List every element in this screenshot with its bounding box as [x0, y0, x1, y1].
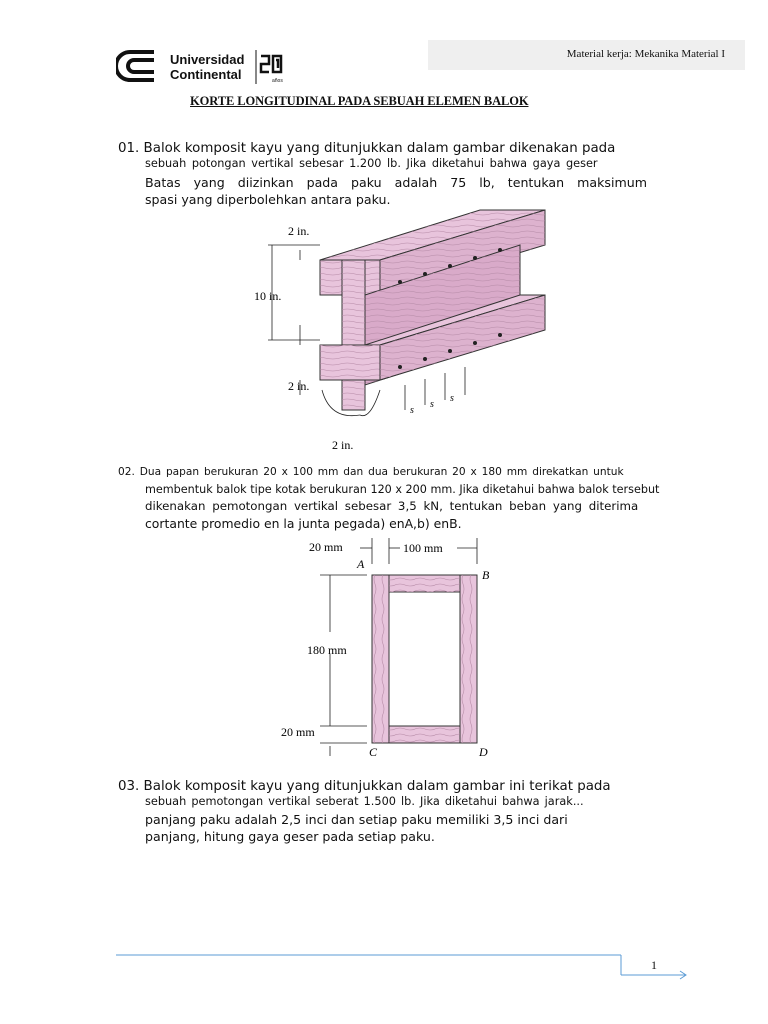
question3-line1: 03. Balok komposit kayu yang ditunjukkan dalam gambar ini terikat pada	[118, 779, 611, 794]
fig1-spacing-s1: s	[410, 405, 414, 416]
fig2-point-c: C	[369, 745, 378, 759]
fig2-label-top-width: 100 mm	[403, 541, 443, 555]
question3-line3: panjang paku adalah 2,5 inci dan setiap paku memiliki 3,5 inci dari	[145, 812, 568, 827]
badge-sub-text: años	[272, 78, 283, 84]
question3-line4: panjang, hitung gaya geser pada setiap paku.	[145, 829, 435, 844]
question1-line4: spasi yang diperbolehkan antara paku.	[145, 192, 391, 207]
fig2-label-height: 180 mm	[307, 643, 347, 657]
question1-line1: 01. Balok komposit kayu yang ditunjukkan dalam gambar dikenakan pada	[118, 141, 616, 156]
figure1-i-beam	[250, 205, 550, 455]
fig2-label-bottom: 20 mm	[281, 725, 315, 739]
fig2-label-left-width: 20 mm	[309, 540, 343, 554]
fig1-label-height: 10 in.	[254, 289, 282, 303]
question2-line1: 02. Dua papan berukuran 20 x 100 mm dan dua berukuran 20 x 180 mm direkatkan untuk	[118, 466, 624, 478]
fig1-spacing-s2: s	[430, 399, 434, 410]
question2-line4: cortante promedio en la junta pegada) enA,b) enB.	[145, 516, 462, 531]
fig1-label-top: 2 in.	[288, 224, 310, 238]
footer-line	[116, 950, 696, 990]
figure2-box-beam	[275, 534, 505, 764]
page-title: KORTE LONGITUDINAL PADA SEBUAH ELEMEN BALOK	[190, 94, 529, 108]
fig2-point-a: A	[357, 557, 365, 571]
material-label: Material kerja: Mekanika Material I	[566, 48, 725, 60]
fig2-point-d: D	[479, 745, 488, 759]
question3-line2: sebuah pemotongan vertikal seberat 1.500 lb. Jika diketahui bahwa jarak...	[145, 795, 584, 808]
header-box	[428, 40, 745, 70]
question1-line2: sebuah potongan vertikal sebesar 1.200 lb. Jika diketahui bahwa gaya geser	[145, 157, 598, 170]
question2-line2: membentuk balok tipe kotak berukuran 120 x 200 mm. Jika diketahui bahwa balok tersebut	[145, 483, 660, 496]
fig1-spacing-s3: s	[450, 393, 454, 404]
anniversary-badge-icon	[261, 56, 281, 72]
page-number: 1	[651, 958, 657, 972]
logo-line1: Universidad	[170, 52, 245, 67]
logo-line2: Continental	[170, 67, 242, 82]
fig2-point-b: B	[482, 568, 490, 582]
logo-text	[170, 52, 244, 82]
question2-line3: dikenakan pemotongan vertikal sebesar 3,5 kN, tentukan beban yang diterima	[145, 499, 639, 513]
fig1-label-bottom: 2 in.	[288, 379, 310, 393]
question1-line3: Batas yang diizinkan pada paku adalah 75 lb, tentukan maksimum	[145, 175, 647, 190]
fig1-label-base: 2 in.	[332, 438, 354, 452]
